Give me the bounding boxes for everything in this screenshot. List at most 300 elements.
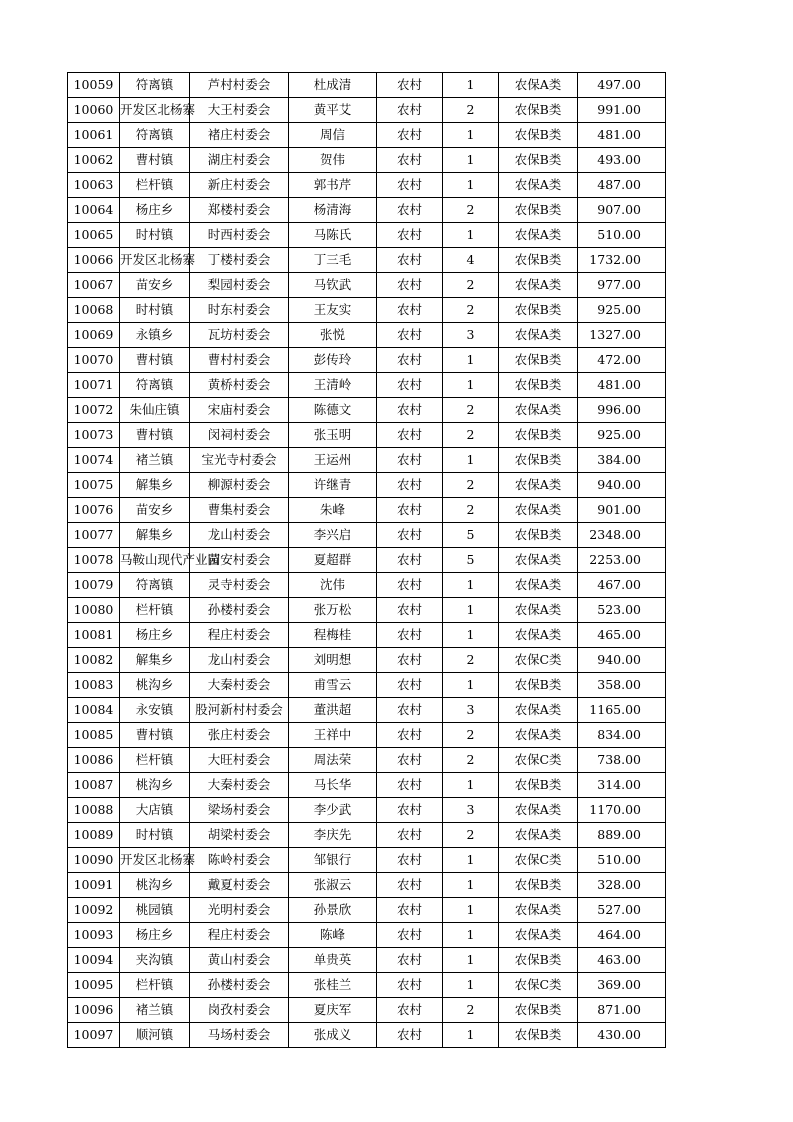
table-row	[68, 423, 666, 448]
town-cell: 开发区北杨寨	[120, 848, 190, 873]
insurance-class-cell: 农保A类	[499, 923, 578, 948]
member-count-cell: 2	[443, 748, 499, 773]
village-committee-cell: 梁场村委会	[190, 798, 289, 823]
amount-cell: 314.00	[578, 773, 666, 798]
village-committee-cell: 戴夏村委会	[190, 873, 289, 898]
member-count-cell: 1	[443, 973, 499, 998]
insurance-class-cell: 农保A类	[499, 598, 578, 623]
person-name-cell: 马长华	[289, 773, 377, 798]
person-name-cell: 王友实	[289, 298, 377, 323]
town-cell: 曹村镇	[120, 348, 190, 373]
member-count-cell: 3	[443, 323, 499, 348]
table-row	[68, 223, 666, 248]
town-cell: 杨庄乡	[120, 198, 190, 223]
insurance-class-cell: 农保B类	[499, 348, 578, 373]
amount-cell: 940.00	[578, 473, 666, 498]
village-committee-cell: 芦村村委会	[190, 73, 289, 98]
record-id: 10071	[68, 373, 120, 398]
village-committee-cell: 闵祠村委会	[190, 423, 289, 448]
village-committee-cell: 大秦村委会	[190, 773, 289, 798]
household-type-cell: 农村	[377, 473, 443, 498]
table-row	[68, 373, 666, 398]
insurance-class-cell: 农保B类	[499, 298, 578, 323]
town-cell: 符离镇	[120, 73, 190, 98]
household-type-cell: 农村	[377, 323, 443, 348]
amount-cell: 907.00	[578, 198, 666, 223]
member-count-cell: 1	[443, 873, 499, 898]
member-count-cell: 4	[443, 248, 499, 273]
town-cell: 大店镇	[120, 798, 190, 823]
town-cell: 符离镇	[120, 373, 190, 398]
household-type-cell: 农村	[377, 173, 443, 198]
person-name-cell: 孙景欣	[289, 898, 377, 923]
member-count-cell: 2	[443, 498, 499, 523]
member-count-cell: 1	[443, 923, 499, 948]
table-row	[68, 798, 666, 823]
household-type-cell: 农村	[377, 973, 443, 998]
village-committee-cell: 时西村委会	[190, 223, 289, 248]
town-cell: 栏杆镇	[120, 173, 190, 198]
person-name-cell: 王清岭	[289, 373, 377, 398]
member-count-cell: 1	[443, 623, 499, 648]
town-cell: 杨庄乡	[120, 923, 190, 948]
town-cell: 栏杆镇	[120, 973, 190, 998]
village-committee-cell: 柳源村委会	[190, 473, 289, 498]
village-committee-cell: 苗安村委会	[190, 548, 289, 573]
person-name-cell: 王祥中	[289, 723, 377, 748]
record-id: 10086	[68, 748, 120, 773]
member-count-cell: 2	[443, 823, 499, 848]
village-committee-cell: 岗孜村委会	[190, 998, 289, 1023]
member-count-cell: 1	[443, 73, 499, 98]
table-row	[68, 148, 666, 173]
amount-cell: 940.00	[578, 648, 666, 673]
record-id: 10073	[68, 423, 120, 448]
record-id: 10074	[68, 448, 120, 473]
insurance-class-cell: 农保B类	[499, 148, 578, 173]
member-count-cell: 2	[443, 423, 499, 448]
insurance-class-cell: 农保B类	[499, 523, 578, 548]
village-committee-cell: 孙楼村委会	[190, 598, 289, 623]
amount-cell: 493.00	[578, 148, 666, 173]
household-type-cell: 农村	[377, 923, 443, 948]
household-type-cell: 农村	[377, 598, 443, 623]
member-count-cell: 2	[443, 98, 499, 123]
insurance-class-cell: 农保B类	[499, 673, 578, 698]
person-name-cell: 张淑云	[289, 873, 377, 898]
household-type-cell: 农村	[377, 1023, 443, 1048]
table-row	[68, 398, 666, 423]
person-name-cell: 单贵英	[289, 948, 377, 973]
amount-cell: 465.00	[578, 623, 666, 648]
town-cell: 苗安乡	[120, 498, 190, 523]
household-type-cell: 农村	[377, 573, 443, 598]
village-committee-cell: 大秦村委会	[190, 673, 289, 698]
table-row	[68, 173, 666, 198]
town-cell: 解集乡	[120, 473, 190, 498]
person-name-cell: 周信	[289, 123, 377, 148]
person-name-cell: 王运州	[289, 448, 377, 473]
village-committee-cell: 褚庄村委会	[190, 123, 289, 148]
insurance-class-cell: 农保A类	[499, 323, 578, 348]
town-cell: 顺河镇	[120, 1023, 190, 1048]
record-id: 10085	[68, 723, 120, 748]
person-name-cell: 甫雪云	[289, 673, 377, 698]
village-committee-cell: 新庄村委会	[190, 173, 289, 198]
member-count-cell: 1	[443, 123, 499, 148]
village-committee-cell: 郑楼村委会	[190, 198, 289, 223]
member-count-cell: 2	[443, 273, 499, 298]
village-committee-cell: 瓦坊村委会	[190, 323, 289, 348]
town-cell: 杨庄乡	[120, 623, 190, 648]
household-type-cell: 农村	[377, 273, 443, 298]
household-type-cell: 农村	[377, 773, 443, 798]
table-row	[68, 323, 666, 348]
amount-cell: 467.00	[578, 573, 666, 598]
amount-cell: 472.00	[578, 348, 666, 373]
member-count-cell: 3	[443, 798, 499, 823]
household-type-cell: 农村	[377, 373, 443, 398]
household-type-cell: 农村	[377, 248, 443, 273]
town-cell: 解集乡	[120, 523, 190, 548]
table-row	[68, 473, 666, 498]
amount-cell: 510.00	[578, 848, 666, 873]
village-committee-cell: 灵寺村委会	[190, 573, 289, 598]
town-cell: 朱仙庄镇	[120, 398, 190, 423]
record-id: 10077	[68, 523, 120, 548]
record-id: 10094	[68, 948, 120, 973]
amount-cell: 481.00	[578, 373, 666, 398]
village-committee-cell: 曹集村委会	[190, 498, 289, 523]
insurance-class-cell: 农保A类	[499, 798, 578, 823]
table-row	[68, 873, 666, 898]
insurance-class-cell: 农保B类	[499, 373, 578, 398]
table-row	[68, 548, 666, 573]
insurance-class-cell: 农保A类	[499, 273, 578, 298]
record-id: 10093	[68, 923, 120, 948]
insurance-class-cell: 农保B类	[499, 773, 578, 798]
person-name-cell: 李兴启	[289, 523, 377, 548]
person-name-cell: 夏庆军	[289, 998, 377, 1023]
village-committee-cell: 曹村村委会	[190, 348, 289, 373]
insurance-class-cell: 农保B类	[499, 123, 578, 148]
insurance-class-cell: 农保B类	[499, 873, 578, 898]
member-count-cell: 2	[443, 648, 499, 673]
household-type-cell: 农村	[377, 548, 443, 573]
amount-cell: 384.00	[578, 448, 666, 473]
record-id: 10081	[68, 623, 120, 648]
village-committee-cell: 湖庄村委会	[190, 148, 289, 173]
town-cell: 夹沟镇	[120, 948, 190, 973]
table-row	[68, 523, 666, 548]
town-cell: 符离镇	[120, 123, 190, 148]
household-type-cell: 农村	[377, 698, 443, 723]
household-type-cell: 农村	[377, 673, 443, 698]
insurance-class-cell: 农保A类	[499, 223, 578, 248]
village-committee-cell: 程庄村委会	[190, 623, 289, 648]
record-id: 10095	[68, 973, 120, 998]
village-committee-cell: 张庄村委会	[190, 723, 289, 748]
household-type-cell: 农村	[377, 998, 443, 1023]
household-type-cell: 农村	[377, 73, 443, 98]
table-row	[68, 623, 666, 648]
member-count-cell: 2	[443, 298, 499, 323]
village-committee-cell: 宝光寺村委会	[190, 448, 289, 473]
town-cell: 时村镇	[120, 298, 190, 323]
household-type-cell: 农村	[377, 148, 443, 173]
person-name-cell: 张桂兰	[289, 973, 377, 998]
record-id: 10080	[68, 598, 120, 623]
insurance-class-cell: 农保A类	[499, 898, 578, 923]
town-cell: 开发区北杨寨	[120, 248, 190, 273]
member-count-cell: 1	[443, 948, 499, 973]
table-row	[68, 748, 666, 773]
table-row	[68, 573, 666, 598]
amount-cell: 901.00	[578, 498, 666, 523]
amount-cell: 463.00	[578, 948, 666, 973]
village-committee-cell: 黄山村委会	[190, 948, 289, 973]
village-committee-cell: 马场村委会	[190, 1023, 289, 1048]
table-row	[68, 273, 666, 298]
village-committee-cell: 龙山村委会	[190, 648, 289, 673]
table-row	[68, 198, 666, 223]
record-id: 10063	[68, 173, 120, 198]
person-name-cell: 夏超群	[289, 548, 377, 573]
record-id: 10090	[68, 848, 120, 873]
amount-cell: 510.00	[578, 223, 666, 248]
record-id: 10061	[68, 123, 120, 148]
table-row	[68, 723, 666, 748]
household-type-cell: 农村	[377, 798, 443, 823]
person-name-cell: 杜成清	[289, 73, 377, 98]
amount-cell: 487.00	[578, 173, 666, 198]
insurance-class-cell: 农保A类	[499, 548, 578, 573]
town-cell: 栏杆镇	[120, 598, 190, 623]
insurance-class-cell: 农保A类	[499, 173, 578, 198]
household-type-cell: 农村	[377, 498, 443, 523]
amount-cell: 996.00	[578, 398, 666, 423]
member-count-cell: 1	[443, 373, 499, 398]
table-row	[68, 773, 666, 798]
town-cell: 曹村镇	[120, 423, 190, 448]
member-count-cell: 1	[443, 448, 499, 473]
village-committee-cell: 大旺村委会	[190, 748, 289, 773]
table-row	[68, 123, 666, 148]
amount-cell: 991.00	[578, 98, 666, 123]
insurance-class-cell: 农保A类	[499, 73, 578, 98]
record-id: 10091	[68, 873, 120, 898]
amount-cell: 889.00	[578, 823, 666, 848]
person-name-cell: 刘明想	[289, 648, 377, 673]
table-row	[68, 348, 666, 373]
amount-cell: 834.00	[578, 723, 666, 748]
insurance-class-cell: 农保B类	[499, 448, 578, 473]
member-count-cell: 1	[443, 1023, 499, 1048]
town-cell: 永镇乡	[120, 323, 190, 348]
amount-cell: 1170.00	[578, 798, 666, 823]
person-name-cell: 朱峰	[289, 498, 377, 523]
table-row	[68, 698, 666, 723]
insurance-class-cell: 农保B类	[499, 998, 578, 1023]
table-row	[68, 973, 666, 998]
amount-cell: 2348.00	[578, 523, 666, 548]
record-id: 10070	[68, 348, 120, 373]
table-row	[68, 1023, 666, 1048]
person-name-cell: 丁三毛	[289, 248, 377, 273]
table-row	[68, 73, 666, 98]
village-committee-cell: 光明村委会	[190, 898, 289, 923]
town-cell: 解集乡	[120, 648, 190, 673]
record-id: 10083	[68, 673, 120, 698]
household-type-cell: 农村	[377, 123, 443, 148]
town-cell: 马鞍山现代产业园	[120, 548, 190, 573]
town-cell: 曹村镇	[120, 723, 190, 748]
table-row	[68, 248, 666, 273]
town-cell: 桃园镇	[120, 898, 190, 923]
member-count-cell: 1	[443, 773, 499, 798]
member-count-cell: 1	[443, 148, 499, 173]
record-id: 10084	[68, 698, 120, 723]
insurance-class-cell: 农保A类	[499, 398, 578, 423]
amount-cell: 1327.00	[578, 323, 666, 348]
household-type-cell: 农村	[377, 198, 443, 223]
town-cell: 苗安乡	[120, 273, 190, 298]
town-cell: 桃沟乡	[120, 773, 190, 798]
household-type-cell: 农村	[377, 348, 443, 373]
amount-cell: 527.00	[578, 898, 666, 923]
amount-cell: 464.00	[578, 923, 666, 948]
amount-cell: 738.00	[578, 748, 666, 773]
amount-cell: 977.00	[578, 273, 666, 298]
amount-cell: 328.00	[578, 873, 666, 898]
records-body	[68, 73, 666, 1048]
amount-cell: 871.00	[578, 998, 666, 1023]
member-count-cell: 2	[443, 398, 499, 423]
town-cell: 时村镇	[120, 823, 190, 848]
village-committee-cell: 宋庙村委会	[190, 398, 289, 423]
table-row	[68, 298, 666, 323]
amount-cell: 2253.00	[578, 548, 666, 573]
record-id: 10075	[68, 473, 120, 498]
household-type-cell: 农村	[377, 948, 443, 973]
insurance-class-cell: 农保A类	[499, 473, 578, 498]
person-name-cell: 黄平艾	[289, 98, 377, 123]
record-id: 10076	[68, 498, 120, 523]
table-row	[68, 98, 666, 123]
amount-cell: 523.00	[578, 598, 666, 623]
record-id: 10088	[68, 798, 120, 823]
member-count-cell: 5	[443, 548, 499, 573]
member-count-cell: 1	[443, 898, 499, 923]
table-row	[68, 998, 666, 1023]
record-id: 10079	[68, 573, 120, 598]
town-cell: 褚兰镇	[120, 998, 190, 1023]
town-cell: 褚兰镇	[120, 448, 190, 473]
town-cell: 时村镇	[120, 223, 190, 248]
record-id: 10078	[68, 548, 120, 573]
record-id: 10068	[68, 298, 120, 323]
record-id: 10064	[68, 198, 120, 223]
household-type-cell: 农村	[377, 623, 443, 648]
village-committee-cell: 程庄村委会	[190, 923, 289, 948]
record-id: 10067	[68, 273, 120, 298]
insurance-class-cell: 农保B类	[499, 248, 578, 273]
member-count-cell: 1	[443, 848, 499, 873]
insurance-class-cell: 农保A类	[499, 723, 578, 748]
village-committee-cell: 大王村委会	[190, 98, 289, 123]
insurance-class-cell: 农保B类	[499, 1023, 578, 1048]
insurance-class-cell: 农保A类	[499, 698, 578, 723]
person-name-cell: 陈峰	[289, 923, 377, 948]
village-committee-cell: 胡梁村委会	[190, 823, 289, 848]
table-row	[68, 598, 666, 623]
person-name-cell: 张成义	[289, 1023, 377, 1048]
insurance-class-cell: 农保C类	[499, 973, 578, 998]
table-row	[68, 648, 666, 673]
amount-cell: 358.00	[578, 673, 666, 698]
town-cell: 桃沟乡	[120, 873, 190, 898]
insurance-class-cell: 农保A类	[499, 623, 578, 648]
table-row	[68, 673, 666, 698]
record-id: 10072	[68, 398, 120, 423]
member-count-cell: 2	[443, 198, 499, 223]
household-type-cell: 农村	[377, 398, 443, 423]
household-type-cell: 农村	[377, 523, 443, 548]
village-committee-cell: 陈岭村委会	[190, 848, 289, 873]
household-type-cell: 农村	[377, 223, 443, 248]
town-cell: 曹村镇	[120, 148, 190, 173]
person-name-cell: 张万松	[289, 598, 377, 623]
record-id: 10066	[68, 248, 120, 273]
record-id: 10097	[68, 1023, 120, 1048]
insurance-class-cell: 农保C类	[499, 748, 578, 773]
household-type-cell: 农村	[377, 848, 443, 873]
household-type-cell: 农村	[377, 873, 443, 898]
member-count-cell: 5	[443, 523, 499, 548]
household-type-cell: 农村	[377, 748, 443, 773]
town-cell: 栏杆镇	[120, 748, 190, 773]
member-count-cell: 1	[443, 573, 499, 598]
amount-cell: 925.00	[578, 298, 666, 323]
person-name-cell: 陈德文	[289, 398, 377, 423]
person-name-cell: 马钦武	[289, 273, 377, 298]
household-type-cell: 农村	[377, 823, 443, 848]
person-name-cell: 程梅桂	[289, 623, 377, 648]
table-row	[68, 848, 666, 873]
member-count-cell: 1	[443, 173, 499, 198]
household-type-cell: 农村	[377, 298, 443, 323]
record-id: 10069	[68, 323, 120, 348]
person-name-cell: 贺伟	[289, 148, 377, 173]
person-name-cell: 许继青	[289, 473, 377, 498]
record-id: 10062	[68, 148, 120, 173]
village-committee-cell: 丁楼村委会	[190, 248, 289, 273]
record-id: 10087	[68, 773, 120, 798]
table-row	[68, 823, 666, 848]
town-cell: 永安镇	[120, 698, 190, 723]
person-name-cell: 张悦	[289, 323, 377, 348]
person-name-cell: 杨清海	[289, 198, 377, 223]
amount-cell: 497.00	[578, 73, 666, 98]
record-id: 10059	[68, 73, 120, 98]
record-id: 10060	[68, 98, 120, 123]
record-id: 10082	[68, 648, 120, 673]
person-name-cell: 郭书芹	[289, 173, 377, 198]
member-count-cell: 1	[443, 598, 499, 623]
person-name-cell: 周法荣	[289, 748, 377, 773]
person-name-cell: 李庆先	[289, 823, 377, 848]
table-row	[68, 948, 666, 973]
